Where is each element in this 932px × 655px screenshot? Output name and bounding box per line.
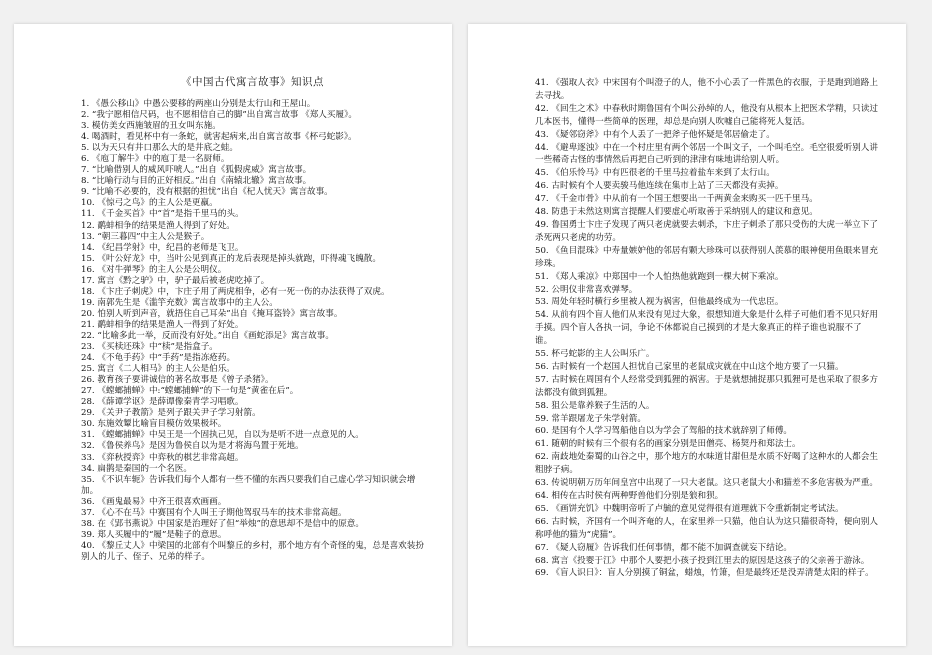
list-item-text: 47. 《千金市骨》中从前有一个国王想要出一千两黄金来购买一匹千里马。	[535, 194, 818, 205]
list-item-text: 1. 《愚公移山》中愚公要移的两座山分别是太行山和王屋山。	[81, 99, 316, 109]
list-item	[81, 110, 424, 121]
list-item	[81, 121, 424, 132]
list-item	[81, 541, 424, 563]
list-item	[81, 187, 424, 198]
list-item	[81, 143, 424, 154]
list-item-text: 43. 《疑邻窃斧》中有个人丢了一把斧子他怀疑是邻居偷走了。	[535, 129, 775, 140]
list-item-text: 38. 在《郢书燕说》中国家是治理好了但“举烛”的意思却不是信中的原意。	[81, 518, 364, 529]
list-item-text: 15. 《叶公好龙》中，当叶公见到真正的龙后表现是掉头就跑，吓得魂飞魄散。	[81, 253, 381, 264]
list-item	[81, 497, 424, 508]
list-item-text: 29. 《关尹子教箭》是列子跟关尹子学习射箭。	[81, 408, 261, 419]
list-item	[81, 464, 424, 475]
list-item-text: 20. 怕别人听到声音，就捂住自己耳朵”出自《掩耳盗铃》寓言故事。	[81, 308, 343, 319]
list-item-text: 61. 随朝的时候有三个很有名的画家分别是田僧亮、杨契丹和郑法士。	[535, 439, 801, 450]
list-item-text: 67. 《疑人窃履》告诉我们任何事情，都不能不加调查就妄下结论。	[535, 542, 793, 553]
list-item-text: 6. 《庖丁解牛》中的庖丁是一名厨师。	[81, 154, 230, 165]
list-item	[535, 374, 878, 400]
list-item	[535, 219, 878, 245]
list-item	[81, 298, 424, 309]
list-item	[81, 221, 424, 232]
list-item-text: 46. 古时候有个人要卖骏马他连续在集市上站了三天都没有卖掉。	[535, 181, 784, 192]
list-item-text: 31. 《螳螂捕蝉》中吴王是一个固执己见，自以为是听不进一点意见的人。	[81, 430, 364, 441]
list-item	[535, 516, 878, 542]
list-item-text: 18. 《卞庄子刺虎》中，卞庄子用了两虎相争，必有一死一伤的办法获得了双虎。	[81, 286, 390, 297]
list-item-text: 55. 杯弓蛇影的主人公叫乐广。	[535, 349, 655, 360]
list-item	[535, 451, 878, 477]
list-item	[81, 342, 424, 353]
list-item-text: 5. 以为天只有井口那么大的是井底之蛙。	[81, 143, 239, 154]
list-item-text: 14. 《纪昌学射》中，纪昌的老师是飞卫。	[81, 242, 244, 253]
list-item-text: 10. 《惊弓之鸟》的主人公是更羸。	[81, 198, 218, 209]
list-item-text: 34. 扁鹊是秦国的一个名医。	[81, 463, 192, 474]
list-item	[81, 519, 424, 530]
list-item-text: 52. 公明仪非常喜欢弹琴。	[535, 284, 638, 295]
list-item-text: 50. 《鱼目混珠》中寿量嫉妒他的邻居有颗大珍珠可以获得别人羡慕的眼神便用鱼眼来冒充珍珠。	[535, 245, 878, 269]
list-item	[81, 254, 424, 265]
list-item	[81, 176, 424, 187]
list-item	[81, 154, 424, 165]
list-item-text: 33. 《弈秋授弈》中弈秋的棋艺非常高超。	[81, 452, 244, 463]
list-item	[81, 331, 424, 342]
list-item	[81, 243, 424, 254]
list-item	[81, 320, 424, 331]
list-item	[81, 364, 424, 375]
list-item	[535, 271, 878, 284]
list-item-text: 28. 《薛谭学讴》是薛谭像秦青学习唱歌。	[81, 397, 244, 408]
list-item	[81, 99, 424, 110]
list-item-text: 24. 《不龟手药》中“手药”是指冻疮药。	[81, 353, 236, 364]
list-item-text: 62. 南歧地处秦蜀的山谷之中，那个地方的水味道甘甜但是水质不好喝了这种水的人都会生粗脖子病。	[535, 452, 878, 476]
list-item-text: 19. 南郭先生是《滥竽充数》寓言故事中的主人公。	[81, 297, 278, 308]
list-item-text: 9. “比喻不必要的，没有根据的担忧”出自《杞人忧天》寓言故事。	[81, 187, 333, 198]
list-item-text: 25. 寓言《二人相马》的主人公是伯乐。	[81, 364, 235, 375]
list-item	[81, 530, 424, 541]
document-title: 《中国古代寓言故事》知识点	[181, 76, 324, 88]
list-item-text: 63. 传说明朝万历年间皇宫中出现了一只大老鼠。这只老鼠大小和猫差不多危害极为严重。	[535, 478, 878, 489]
list-item-text: 11. 《千金买首》中“首”是指千里马的头。	[81, 209, 244, 220]
list-item	[81, 430, 424, 441]
list-item	[81, 353, 424, 364]
list-item-text: 13. “朝三暮四”中主人公是猴子。	[81, 231, 210, 242]
list-item-text: 36. 《画鬼最易》中齐王很喜欢画画。	[81, 496, 227, 507]
list-item	[81, 408, 424, 419]
list-item	[81, 475, 424, 497]
list-item	[535, 296, 878, 309]
list-item	[81, 419, 424, 430]
list-item	[81, 232, 424, 243]
list-item-text: 2. “我宁愿相信尺码，也不愿相信自己的脚”出自寓言故事 《郑人买履》。	[81, 110, 357, 121]
list-item	[81, 287, 424, 298]
list-item	[81, 397, 424, 408]
list-item	[81, 453, 424, 464]
list-item-text: 4. 喝酒时，看见杯中有一条蛇，就害起病来,出自寓言故事《杯弓蛇影》。	[81, 132, 357, 143]
list-item-text: 32. 《鲁侯养鸟》是因为鲁侯自以为是才将海鸟置于死地。	[81, 441, 304, 452]
knowledge-list-left	[81, 99, 424, 563]
list-item-text: 65. 《画饼充饥》中魏明帝听了卢毓的意见觉得很有道理就下令重新制定考试法。	[535, 503, 844, 514]
list-item-text: 8. “比喻行动与目的正好相反。”出自《南辕北辙》寓言故事。	[81, 176, 312, 187]
list-item-text: 3. 模仿美女西施皱眉的丑女叫东施。	[81, 121, 221, 132]
list-item-text: 49. 鲁国勇士卞庄子发现了两只老虎就要去刺杀，卞庄子刺杀了那只受伤的大虎一举立下了杀死两只老虎的功劳。	[535, 219, 878, 243]
list-item	[535, 490, 878, 503]
list-item-text: 45. 《伯乐怜马》中有匹很老的千里马拉着盐车来到了太行山。	[535, 168, 775, 179]
list-item	[535, 180, 878, 193]
list-item-text: 42. 《回生之术》中春秋时期鲁国有个叫公孙绰的人，他没有从根本上把医术学精，只读过几本医书，懂得一些简单的医理，却总是向别人吹嘘自己能将死人复活。	[535, 103, 878, 127]
list-item	[535, 425, 878, 438]
list-item-text: 64. 相传在古时侯有两种野兽他们分别是狼和狈。	[535, 491, 724, 501]
list-item	[535, 567, 878, 580]
list-item	[81, 265, 424, 276]
list-item-text: 53. 周处年轻时横行乡里被人视为祸害，但他最终成为一代忠臣。	[535, 297, 784, 308]
list-item-text: 22. “比喻多此一举，反而没有好处。”出自《画蛇添足》寓言故事。	[81, 330, 334, 341]
list-item-text: 58. 狙公是靠养猴子生活的人。	[535, 400, 655, 411]
list-item-text: 44. 《避卑逐浊》中在一个村庄里有两个邻居一个叫文子，一个叫毛空。毛空很爱听别人讲一些稀奇古怪的事情然后再把自己听到的津津有味地讲给别人听。	[535, 142, 878, 166]
list-item-text: 48. 防患于未然这则寓言提醒人们要虚心听取善于采纳别人的建议和意见。	[535, 207, 818, 218]
list-item-text: 56. 古时候有一个赵国人担忧自己家里的老鼠成灾就在中山这个地方要了一只猫。	[535, 361, 844, 372]
list-item	[535, 555, 878, 568]
list-item	[81, 441, 424, 452]
list-item	[535, 542, 878, 555]
list-item-text: 57. 古时候在周国有个人经常受到狐狸的祸害。于是就想捕捉那只狐狸可是也采取了很多方法都没有做到狐狸。	[535, 374, 878, 398]
list-item-text: 59. 常羊跟屠龙子朱学射箭。	[535, 413, 646, 424]
list-item-text: 16. 《对牛弹琴》的主人公是公明仪。	[81, 264, 227, 275]
list-item	[535, 129, 878, 142]
list-item-text: 39. 郑人买履中的“履”是鞋子的意思。	[81, 529, 227, 540]
list-item	[535, 400, 878, 413]
list-item-text: 12. 鹬蚌相争的结果是渔人得到了好处。	[81, 220, 235, 231]
list-item-text: 68. 寓言《投婴于江》中那个人要把小孩子投到江里去的原因是这孩子的父亲善于游泳。	[535, 555, 870, 566]
list-item-text: 26. 教育孩子要讲诚信的著名故事是《曾子杀猪》。	[81, 375, 274, 386]
document-page-right	[468, 24, 906, 646]
list-item	[81, 198, 424, 209]
list-item	[535, 245, 878, 271]
list-item-text: 27. 《螳螂捕蝉》中:“螳螂捕蝉”的下一句是“黄雀在后”。	[81, 386, 299, 397]
knowledge-list-right	[535, 77, 878, 580]
list-item-text: 30. 东施效颦比喻盲目模仿效果极坏。	[81, 419, 227, 430]
list-item-text: 40. 《黎丘丈人》中梁国的北部有个叫黎丘的乡村，那个地方有个奇怪的鬼，总是喜欢装扮别人的儿子、侄子、兄弟的样子。	[81, 540, 424, 562]
list-item-text: 17. 寓言《黔之驴》中，驴子最后被老虎吃掉了。	[81, 275, 270, 286]
document-page-left	[14, 24, 452, 646]
list-item	[81, 386, 424, 397]
list-item	[81, 132, 424, 143]
list-item	[535, 167, 878, 180]
list-item-text: 51. 《郑人乘凉》中郑国中一个人怕热他就跑到一棵大树下乘凉。	[535, 271, 784, 282]
list-item-text: 41. 《强取人衣》中宋国有个叫澄子的人，他不小心丢了一件黑色的衣服，于是跑到道路上去寻找。	[535, 78, 878, 101]
list-item-text: 7. “比喻借别人的威风吓唬人。”出自《狐假虎威》寓言故事。	[81, 165, 312, 176]
list-item-text: 23. 《买椟还珠》中“椟”是指盒子。	[81, 342, 218, 353]
list-item	[535, 361, 878, 374]
list-item	[535, 103, 878, 129]
list-item-text: 54. 从前有四个盲人他们从来没有见过大象，很想知道大象是什么样子可他们看不见只好用手摸。四个盲人各执一词，争论不休都说自己摸到的才是大象真正的样子谁也说服不了谁。	[535, 310, 878, 347]
list-item	[535, 284, 878, 297]
list-item	[535, 193, 878, 206]
list-item	[535, 477, 878, 490]
list-item-text: 21. 鹬蚌相争的结果是渔人一得到了好处。	[81, 319, 244, 330]
list-item	[535, 142, 878, 168]
list-item	[535, 348, 878, 361]
list-item	[535, 206, 878, 219]
list-item	[81, 375, 424, 386]
list-item	[81, 276, 424, 287]
list-item	[535, 309, 878, 348]
list-item-text: 35. 《不识车轭》告诉我们每个人都有一些不懂的东西只要我们自己虚心学习知识就会增加。	[81, 474, 416, 496]
list-item-text: 69. 《盲人识日》：盲人分别摸了铜盆，蜡烛，竹箫，但是最终还是没弄清楚太阳的样子。	[535, 568, 874, 579]
list-item	[535, 503, 878, 516]
list-item	[81, 309, 424, 320]
list-item	[81, 165, 424, 176]
list-item	[535, 438, 878, 451]
list-item-text: 37. 《心不在马》中赛国有个人叫王子期他驾驭马车的技术非常高超。	[81, 507, 347, 518]
list-item	[535, 413, 878, 426]
list-item	[535, 77, 878, 103]
list-item	[81, 209, 424, 220]
list-item-text: 66. 古时候，齐国有一个叫齐奄的人，在家里养一只猫，他自认为这只猫很奇特，便向别人称呼他的猫为“虎猫”。	[535, 516, 878, 540]
list-item-text: 60. 是国有个人学习驾船他自以为学会了驾船的技术就辞别了师傅。	[535, 426, 793, 437]
list-item	[81, 508, 424, 519]
